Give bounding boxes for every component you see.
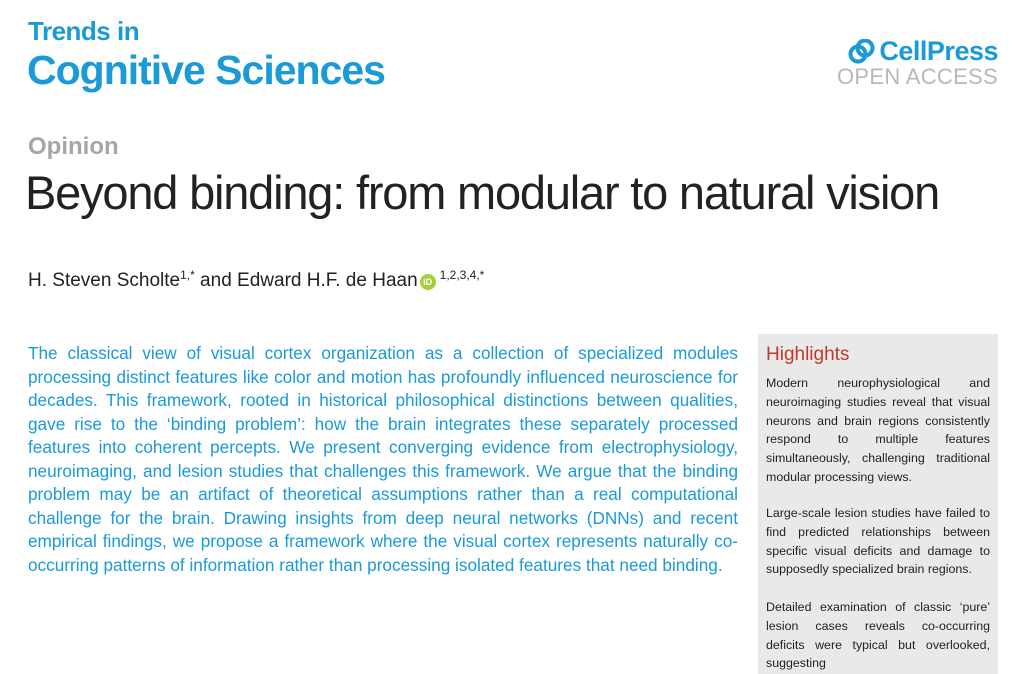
author-name[interactable]: H. Steven Scholte	[28, 270, 181, 291]
highlight-item: Large-scale lesion studies have failed to find predicted relationships between specific visual deficits and damage to supposedly specialized brain regions.	[766, 506, 990, 577]
author-affiliation: 1,*	[180, 268, 195, 282]
journal-name-main: Cognitive Sciences	[27, 47, 385, 93]
highlights-title: Highlights	[766, 344, 850, 365]
highlight-item: Modern neurophysiological and neuroimaging studies reveal that visual neurons and brain regions consistently respond to multiple features simultaneously, challenging traditional modular processing views.	[766, 376, 990, 484]
author-name[interactable]: Edward H.F. de Haan	[237, 270, 418, 291]
journal-name-top: Trends in	[28, 16, 140, 46]
author-list	[28, 268, 484, 292]
article-title: Beyond binding: from modular to natural vision	[25, 166, 940, 219]
author-affiliation: 1,2,3,4,*	[439, 268, 485, 282]
cellpress-logo-icon	[847, 39, 875, 65]
publisher-logo[interactable]	[837, 38, 998, 88]
publisher-name: CellPress	[879, 36, 998, 66]
article-type: Opinion	[28, 133, 119, 160]
author-joiner: and	[194, 270, 238, 291]
highlight-item: Detailed examination of classic ‘pure’ lesion cases reveals co-occurring deficits were typical but overlooked, suggesting	[766, 600, 990, 671]
open-access-label: OPEN ACCESS	[836, 64, 998, 89]
abstract-text: The classical view of visual cortex organization as a collection of specialized modules processing distinct features like color and motion has profoundly influenced neuroscience for decades. This framework, rooted in historical philosophical distinctions between qualities, gave rise to the ‘binding problem’: how the brain integrates these separately processed features into coherent percepts. We present converging evidence from electrophysiology, neuroimaging, and lesion studies that challenges this framework. We argue that the binding problem may be an artifact of theoretical assumptions rather than a real computational challenge for the brain. Drawing insights from deep neural networks (DNNs) and recent empirical findings, we propose a framework where the visual cortex represents naturally co-occurring patterns of information rather than processing isolated features that need binding.	[28, 343, 738, 575]
orcid-icon[interactable]: iD	[420, 274, 436, 290]
highlights-box	[758, 334, 998, 674]
